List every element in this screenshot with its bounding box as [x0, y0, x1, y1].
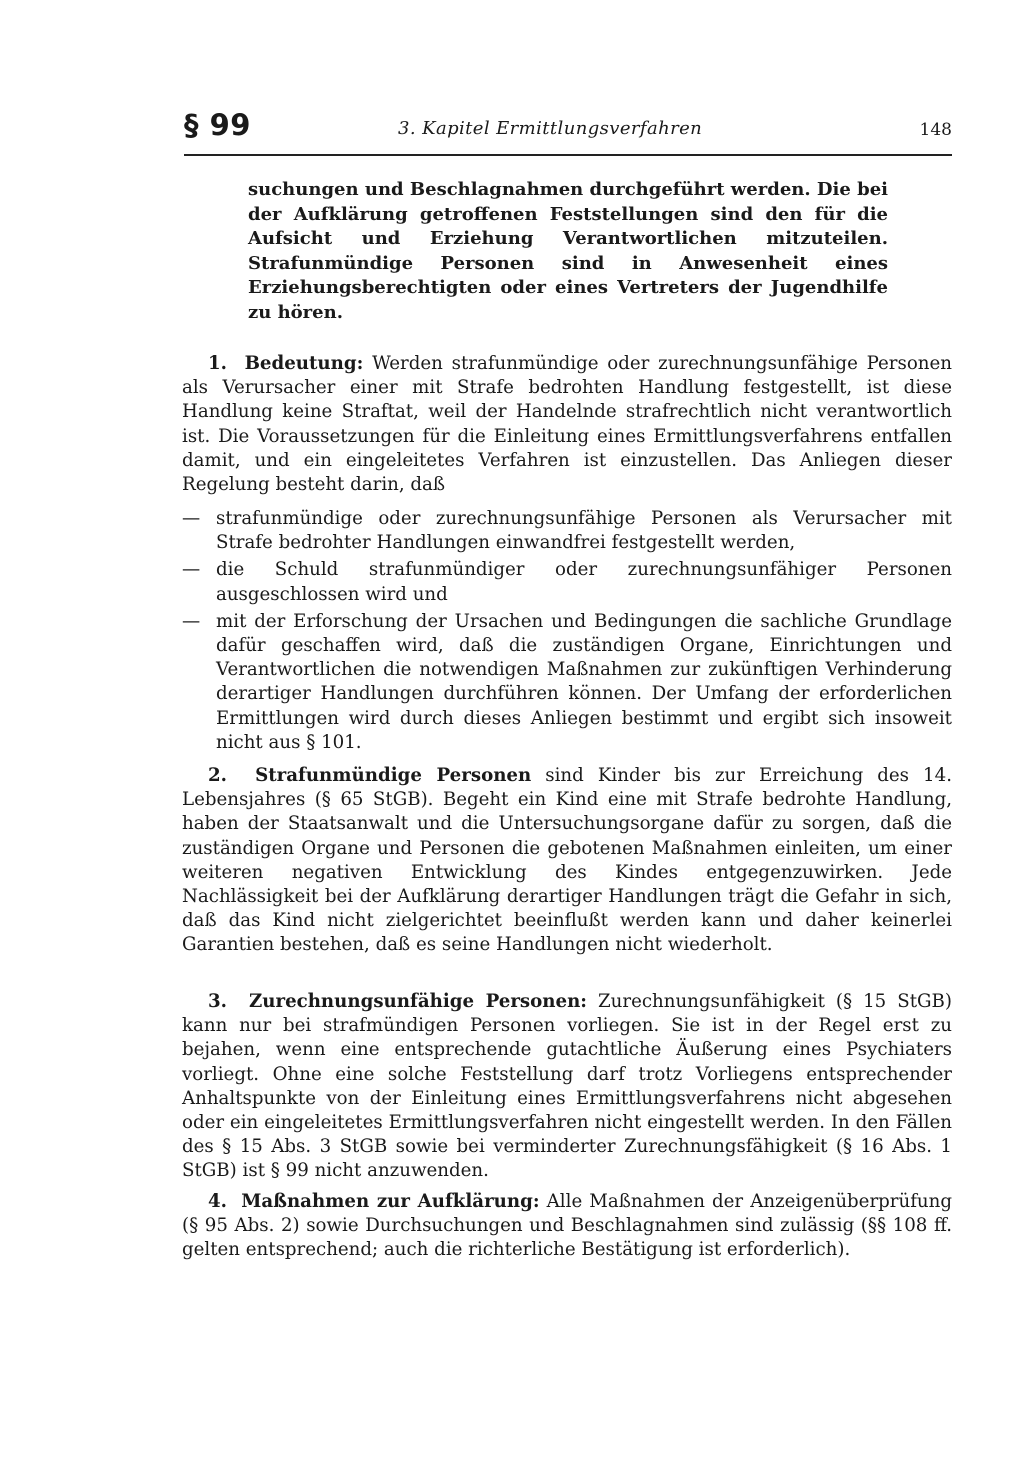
paragraph-heading: Zurechnungsunfähige Personen:: [248, 991, 588, 1012]
paragraph-number: 1.: [208, 353, 227, 374]
paragraph-number: 2.: [208, 765, 227, 786]
dash-bullet: —: [182, 610, 201, 632]
list-item-text: die Schuld strafunmündiger oder zurechnungsunfähiger Personen ausgeschlossen wird und: [216, 559, 952, 605]
paragraph-text: Alle Maßnahmen der Anzeigenüberprüfung (§ 95 Abs. 2) sowie Durchsuchungen und Beschlagnahmen sind zulässig (§§ 108 ff. gelten entsprechend; auch die richterliche Bestätigung ist erforderlich).: [182, 1191, 952, 1261]
law-text: suchungen und Beschlagnahmen durchgeführt werden. Die bei der Aufklärung getroffenen Feststellungen sind den für die Aufsicht und Erziehung Verantwortlichen mitzuteilen. Strafunmündige Personen sind in Anwesenheit eines Erziehungsberechtigten oder eines Vertreters der Jugendhilfe zu hören.: [248, 179, 888, 323]
list-item-text: strafunmündige oder zurechnungsunfähige Personen als Verursacher mit Strafe bedrohter Handlungen einwandfrei festgestellt werden,: [216, 508, 952, 554]
page-header: [184, 108, 952, 156]
commentary-paragraph-4: [182, 1190, 952, 1263]
list-item: [182, 558, 952, 606]
section-number: § 99: [184, 108, 251, 142]
chapter-title: 3. Kapitel Ermittlungsverfahren: [398, 118, 703, 139]
dash-bullet: —: [182, 559, 201, 581]
paragraph-heading: Bedeutung:: [244, 353, 364, 374]
dash-list: [182, 507, 952, 758]
paragraph-heading: Strafunmündige Personen: [255, 765, 532, 786]
paragraph-text: sind Kinder bis zur Erreichung des 14. Lebensjahres (§ 65 StGB). Begeht ein Kind eine mit Strafe bedrohte Handlung, haben der Staatsanwalt und die Untersuchungsorgane dafür zu sorgen, daß die zuständigen Organe und Personen die gebotenen Maßnahmen einleiten, um einer weiteren negativen Entwicklung des Kindes entgegenzuwirken. Jede Nachlässigkeit bei der Aufklärung derartiger Handlungen trägt die Gefahr in sich, daß das Kind nicht zielgerichtet beeinflußt werden kann und daher keinerlei Garantien bestehen, daß es seine Handlungen nicht wiederholt.: [182, 765, 952, 956]
page-number: 148: [919, 120, 952, 140]
commentary-paragraph-3: [182, 990, 952, 1184]
list-item-text: mit der Erforschung der Ursachen und Bedingungen die sachliche Grundlage dafür geschaffen wird, daß die zuständigen Organe, Einrichtungen und Verantwortlichen die notwendigen Maßnahmen zur zukünftigen Verhinderung derartiger Handlungen durchführen können. Der Umfang der erforderlichen Ermittlungen wird durch dieses Anliegen bestimmt und ergibt sich insoweit nicht aus § 101.: [216, 610, 952, 753]
paragraph-number: 4.: [208, 1191, 227, 1212]
paragraph-heading: Maßnahmen zur Aufklärung:: [241, 1191, 540, 1212]
list-item: [182, 610, 952, 755]
paragraph-text: Zurechnungsunfähigkeit (§ 15 StGB) kann nur bei strafmündigen Personen vorliegen. Sie ist in der Regel erst zu bejahen, wenn eine entsprechende gutachtliche Äußerung eines Psychiaters vorliegt. Ohne eine solche Feststellung darf trotz Vorliegens entsprechender Anhaltspunkte von der Einleitung eines Ermittlungsverfahrens nicht abgesehen oder ein eingeleitetes Ermittlungsverfahren nicht eingestellt werden. In den Fällen des § 15 Abs. 3 StGB sowie bei verminderter Zurechnungsfähigkeit (§ 16 Abs. 1 StGB) ist § 99 nicht anzuwenden.: [182, 991, 952, 1182]
paragraph-number: 3.: [208, 991, 227, 1012]
paragraph-text: Werden strafunmündige oder zurechnungsunfähige Personen als Verursacher einer mit Strafe bedrohten Handlung festgestellt, ist diese Handlung keine Straftat, weil der Handelnde strafrechtlich nicht verantwortlich ist. Die Voraussetzungen für die Einleitung eines Ermittlungsverfahrens entfallen damit, und ein eingeleitetes Verfahren ist einzustellen. Das Anliegen dieser Regelung besteht darin, daß: [182, 353, 952, 496]
list-item: [182, 507, 952, 555]
commentary-paragraph-1: [182, 352, 952, 497]
dash-bullet: —: [182, 508, 201, 529]
commentary-paragraph-2: [182, 764, 952, 958]
